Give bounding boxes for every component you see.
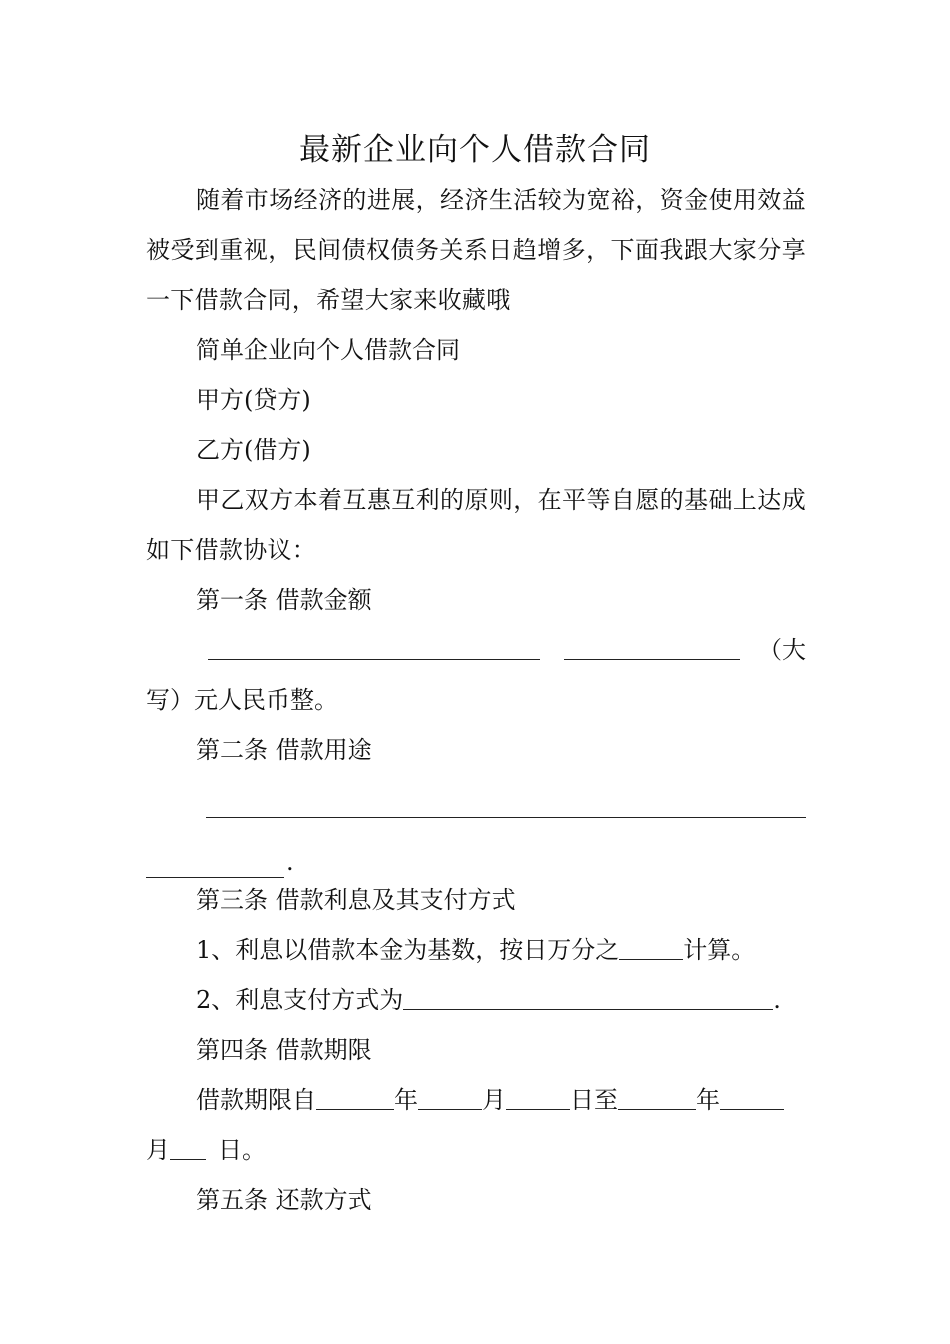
interest-rate-text: 1、利息以借款本金为基数，按日万分之 <box>196 936 620 964</box>
contract-subtitle: 简单企业向个人借款合同 <box>196 336 460 364</box>
purpose-blank-2 <box>146 837 284 878</box>
loan-term-line <box>146 1075 806 1125</box>
amount-continuation: 写）元人民币整。 <box>146 686 338 714</box>
interest-payment-text: 2、利息支付方式为 <box>196 986 404 1014</box>
term-month-label-1: 月 <box>482 1086 506 1114</box>
article-5-heading: 第五条 还款方式 <box>196 1186 372 1214</box>
interest-rate-blank <box>619 929 683 960</box>
purpose-end-mark: . <box>286 848 294 876</box>
interest-payment-end: . <box>773 986 781 1014</box>
purpose-blank-1 <box>206 777 806 818</box>
article-4-heading: 第四条 借款期限 <box>196 1036 372 1064</box>
term-from-label: 借款期限自 <box>196 1086 316 1114</box>
amount-blank-1 <box>208 637 540 660</box>
term-end-day-blank <box>170 1129 206 1160</box>
document-body <box>146 175 806 1225</box>
party-b-label: 乙方(借方) <box>196 436 311 464</box>
amount-capital-label: （大 <box>758 636 806 664</box>
purpose-blank-row <box>146 775 806 825</box>
interest-rate-line <box>146 925 806 975</box>
term-month-label-2: 月 <box>146 1136 170 1164</box>
term-start-month-blank <box>418 1079 482 1110</box>
term-year-label-1: 年 <box>394 1086 418 1114</box>
term-end-year-blank <box>618 1079 696 1110</box>
term-day-label: 日。 <box>218 1136 266 1164</box>
term-year-label-2: 年 <box>696 1086 720 1114</box>
term-start-day-blank <box>506 1079 570 1110</box>
term-to-label: 日至 <box>570 1086 618 1114</box>
preamble-paragraph: 甲乙双方本着互惠互利的原则，在平等自愿的基础上达成如下借款协议： <box>146 486 806 564</box>
party-a-label: 甲方(贷方) <box>196 386 311 414</box>
amount-blank-row <box>146 625 806 675</box>
term-end-month-blank <box>720 1079 784 1110</box>
term-start-year-blank <box>316 1079 394 1110</box>
article-3-heading: 第三条 借款利息及其支付方式 <box>196 886 516 914</box>
article-1-heading: 第一条 借款金额 <box>196 586 372 614</box>
interest-rate-suffix: 计算。 <box>683 936 756 964</box>
interest-payment-blank <box>403 979 773 1010</box>
document-title: 最新企业向个人借款合同 <box>299 132 651 168</box>
intro-paragraph: 随着市场经济的进展，经济生活较为宽裕，资金使用效益被受到重视，民间债权债务关系日趋增多，下面我跟大家分享一下借款合同，希望大家来收藏哦 <box>146 186 806 314</box>
purpose-blank-row-2 <box>146 848 806 913</box>
loan-term-continuation <box>146 1125 806 1175</box>
article-2-heading: 第二条 借款用途 <box>196 736 372 764</box>
interest-payment-line <box>146 975 806 1025</box>
amount-blank-2 <box>564 637 740 660</box>
